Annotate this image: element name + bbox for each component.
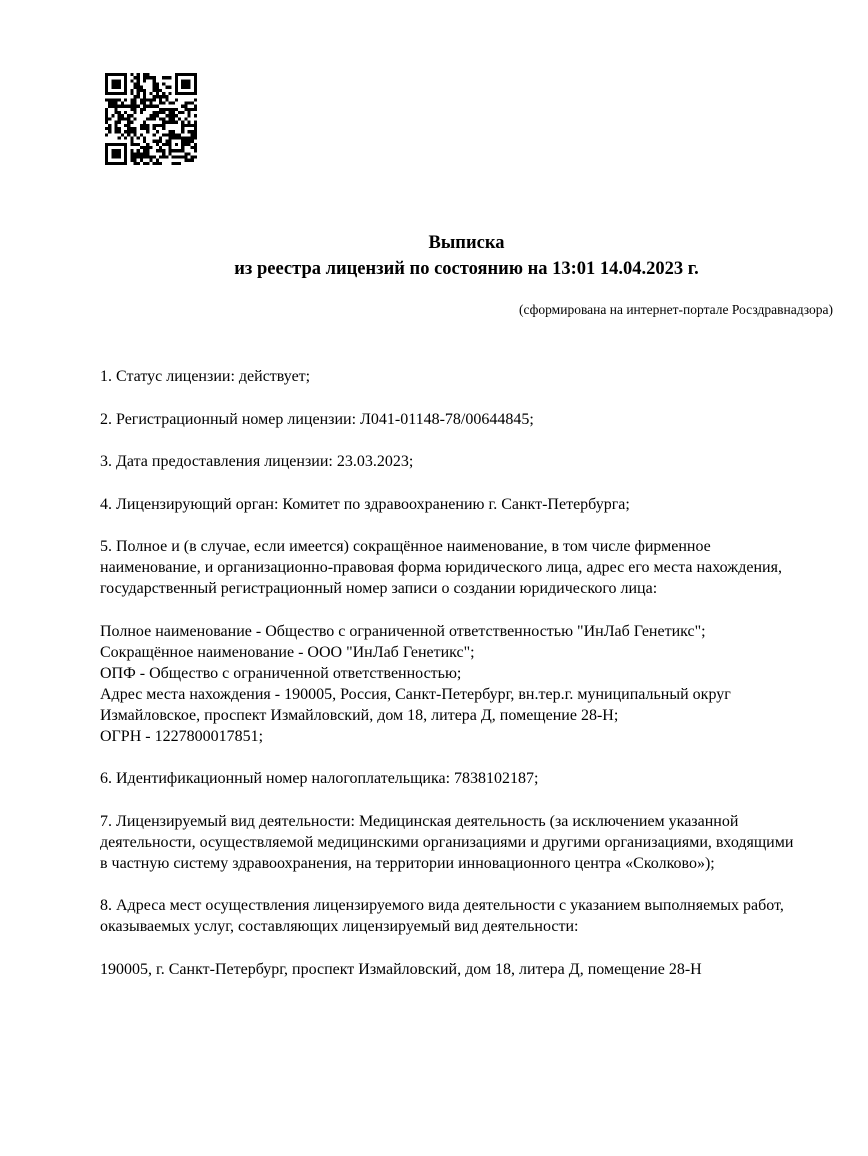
qr-code-icon — [105, 73, 197, 165]
paragraph-grant-date — [100, 451, 802, 472]
paragraph-licensed-activity — [100, 811, 802, 874]
legal-form-line: ОПФ - Общество с ограниченной ответственностью; — [100, 664, 462, 682]
paragraph-line: 1. Статус лицензии: действует; — [100, 368, 311, 385]
paragraph-license-status — [100, 366, 802, 387]
paragraph-activity-address — [100, 959, 802, 980]
document-body — [100, 366, 802, 980]
paragraph-taxpayer-id — [100, 768, 802, 789]
paragraph-line: 2. Регистрационный номер лицензии: Л041-01148-78/00644845; — [100, 410, 534, 428]
paragraph-registration-number — [100, 409, 802, 430]
paragraph-names-heading — [100, 536, 802, 599]
paragraph-line: 8. Адреса мест осуществления лицензируемого вида деятельности с указанием выполняемых работ, оказываемых услуг, составляющих лицензируемый вид деятельности: — [100, 897, 784, 935]
paragraph-line: 6. Идентификационный номер налогоплательщика: 7838102187; — [100, 770, 539, 787]
paragraph-line: 7. Лицензируемый вид деятельности: Медицинская деятельность (за исключением указанной деятельности, осуществляемой медицинскими организациями и другими организациями, входящими в частную систему здравоохранения, на территории инновационного центра «Сколково»); — [100, 812, 794, 872]
paragraph-line: 5. Полное и (в случае, если имеется) сокращённое наименование, в том числе фирменное наименование, и организационно-правовая форма юридического лица, адрес его места нахождения, государственный регистрационный номер записи о создании юридического лица: — [100, 538, 782, 597]
paragraph-line: 4. Лицензирующий орган: Комитет по здравоохранению г. Санкт-Петербурга; — [100, 495, 630, 513]
document-subtitle: (сформирована на интернет-портале Росздравнадзора) — [518, 302, 833, 317]
full-name-line: Полное наименование - Общество с ограниченной ответственностью "ИнЛаб Генетикс"; — [100, 622, 706, 640]
paragraph-organization-details — [100, 621, 802, 747]
title-line-2: из реестра лицензий по состоянию на 13:01 14.04.2023 г. — [234, 259, 699, 279]
document-title — [100, 230, 833, 282]
paragraph-line: 190005, г. Санкт-Петербург, проспект Измайловский, дом 18, литера Д, помещение 28-Н — [100, 960, 702, 978]
paragraph-licensing-authority — [100, 494, 802, 515]
legal-address-line: Адрес места нахождения - 190005, Россия, Санкт-Петербург, вн.тер.г. муниципальный округ Измайловское, проспект Измайловский, дом 18, литера Д, помещение 28-Н; — [100, 685, 731, 724]
title-line-1: Выписка — [428, 233, 505, 253]
paragraph-activity-addresses-heading — [100, 895, 802, 937]
ogrn-line: ОГРН - 1227800017851; — [100, 727, 264, 745]
paragraph-line: 3. Дата предоставления лицензии: 23.03.2023; — [100, 453, 414, 470]
short-name-line: Сокращённое наименование - ООО "ИнЛаб Генетикс"; — [100, 643, 475, 661]
